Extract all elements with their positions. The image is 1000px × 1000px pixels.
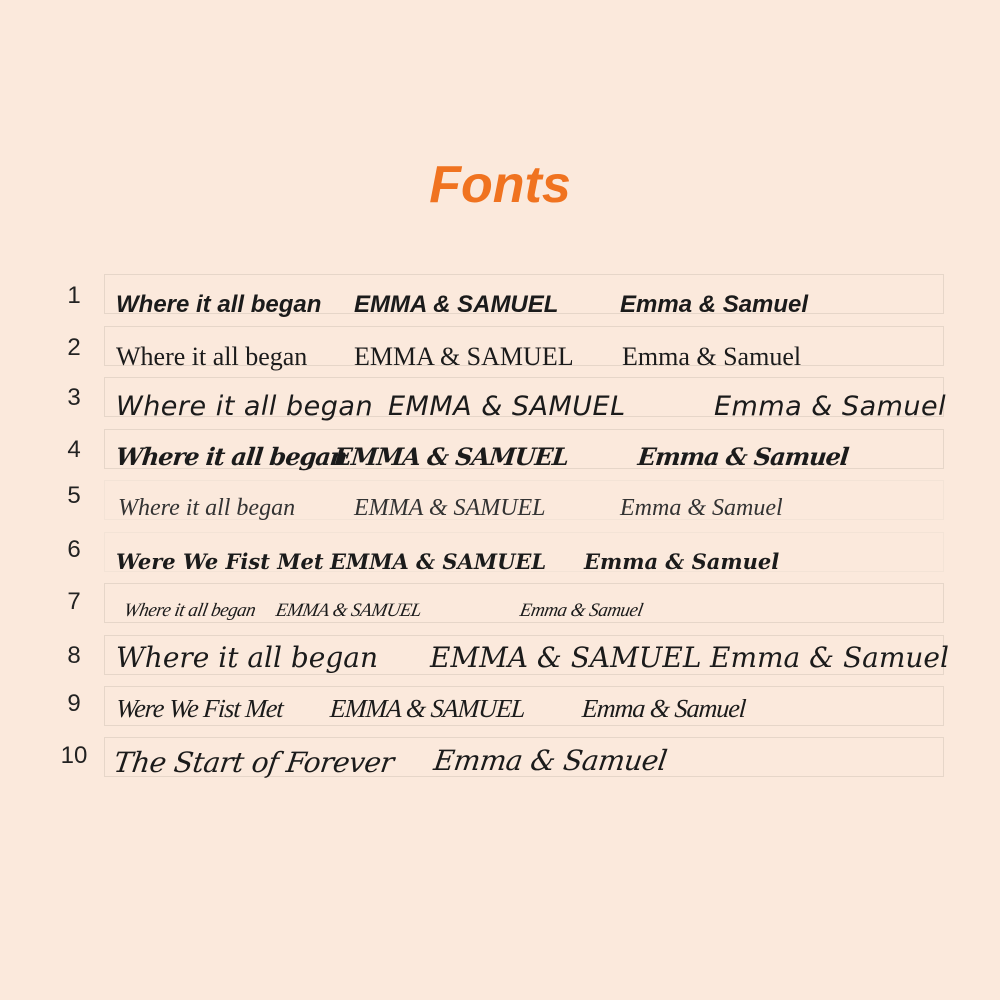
font-sample-names: Emma & Samuel xyxy=(518,600,645,621)
row-number: 10 xyxy=(60,742,88,769)
font-sample-text: The Start of Forever xyxy=(111,746,396,779)
row-number: 2 xyxy=(67,334,81,361)
font-sample-names-caps: EMMA & SAMUEL xyxy=(274,600,424,621)
font-sample-names: Emma & Samuel xyxy=(636,442,850,471)
font-sample-text: Where it all began xyxy=(122,600,258,621)
font-sample-names-caps: EMMA & SAMUEL xyxy=(388,391,626,422)
font-sample-text: Were We Fist Met xyxy=(116,549,324,574)
font-sample-names: Emma & Samuel xyxy=(714,391,947,422)
font-sample-text: Where it all began xyxy=(114,442,349,471)
font-sample-text: Where it all began xyxy=(116,391,374,422)
font-sample-names: Emma & Samuel xyxy=(584,549,780,574)
font-sample-names: Emma & Samuel xyxy=(581,694,747,723)
font-sample-names: Emma & Samuel xyxy=(710,641,949,674)
font-sample-names-caps: EMMA & SAMUEL xyxy=(330,549,547,574)
font-sample-names-caps: EMMA & SAMUEL xyxy=(354,291,559,318)
row-number: 1 xyxy=(67,282,81,309)
row-number: 3 xyxy=(67,384,81,411)
page-title: Fonts xyxy=(429,156,571,214)
font-sample-names-caps: EMMA & SAMUEL xyxy=(354,495,546,521)
font-sample-names-caps: EMMA & SAMUEL xyxy=(430,641,702,674)
font-sample-text: Where it all began xyxy=(116,641,378,674)
font-sample-text: Were We Fist Met xyxy=(115,694,284,723)
font-sample-names: Emma & Samuel xyxy=(431,744,669,777)
font-sample-names: Emma & Samuel xyxy=(620,495,783,521)
row-number: 7 xyxy=(67,588,81,615)
font-sample-names-caps: EMMA & SAMUEL xyxy=(332,442,570,471)
row-number: 8 xyxy=(67,642,81,669)
row-number: 5 xyxy=(67,482,81,509)
font-sample-text: Where it all began xyxy=(116,291,322,318)
font-sample-names-caps: EMMA & SAMUEL xyxy=(329,694,526,723)
font-sample-names-caps: EMMA & SAMUEL xyxy=(354,342,574,371)
row-number: 9 xyxy=(67,690,81,717)
font-sample-text: Where it all began xyxy=(118,495,296,521)
font-sample-text: Where it all began xyxy=(116,342,308,371)
row-number: 4 xyxy=(67,436,81,463)
font-sample-names: Emma & Samuel xyxy=(622,342,802,371)
font-sample-names: Emma & Samuel xyxy=(620,291,809,318)
row-number: 6 xyxy=(67,536,81,563)
